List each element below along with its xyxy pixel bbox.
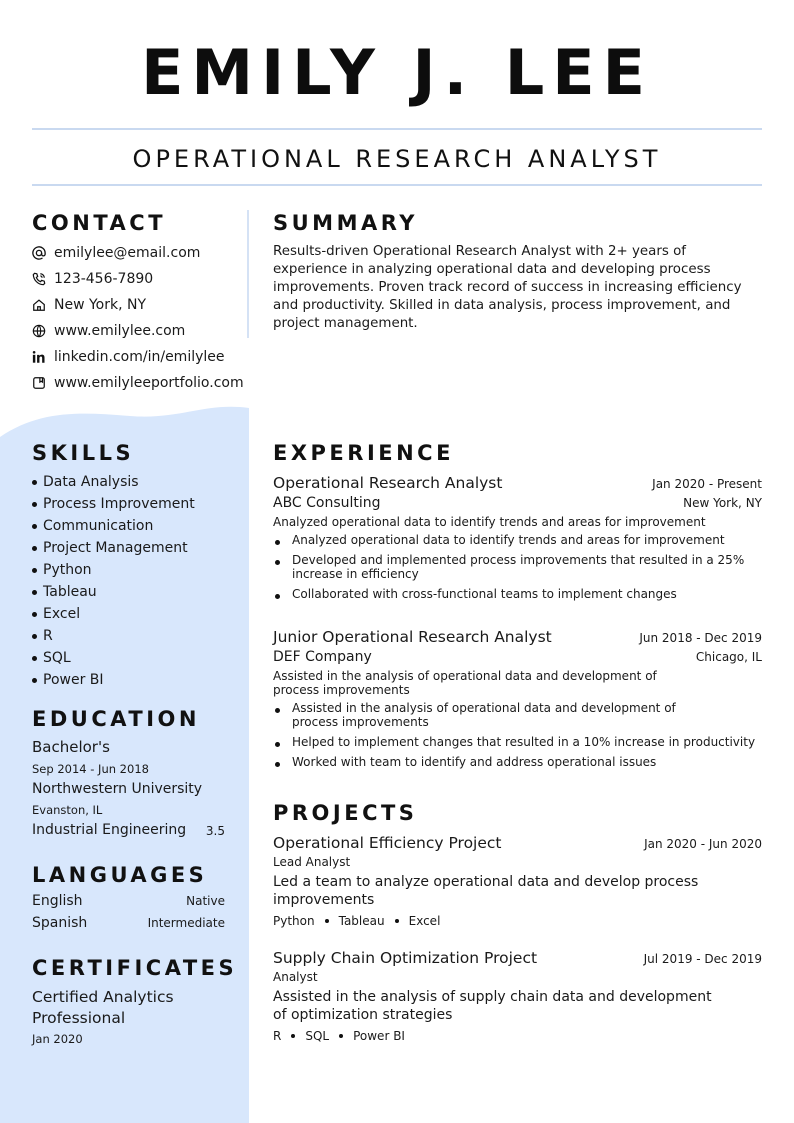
- project-title: Supply Chain Optimization Project: [273, 949, 538, 967]
- project-title: Operational Efficiency Project: [273, 834, 502, 852]
- phone-icon: [32, 272, 46, 286]
- list-item: Power BI: [32, 669, 195, 691]
- project-tag: Excel: [408, 914, 441, 928]
- list-item: R: [32, 625, 195, 647]
- job-entry-dates: Jan 2020 - Present: [652, 477, 762, 491]
- contact-email-text: emilylee@email.com: [54, 245, 201, 261]
- contact-website[interactable]: [32, 318, 244, 344]
- job-entry: [273, 628, 762, 775]
- project-description: Assisted in the analysis of supply chain data and development of optimization strategies: [273, 989, 712, 1023]
- contact-list: [32, 240, 244, 396]
- job-entry-description: Analyzed operational data to identify trends and areas for improvement: [273, 515, 706, 529]
- project-tags: [273, 914, 762, 928]
- list-item: Tableau: [32, 581, 195, 603]
- project-tags: [273, 1029, 762, 1043]
- list-item: SQL: [32, 647, 195, 669]
- project-tag: Python: [273, 914, 315, 928]
- job-title: OPERATIONAL RESEARCH ANALYST: [132, 145, 662, 173]
- portfolio-icon: [32, 376, 46, 390]
- education-heading: EDUCATION: [32, 707, 200, 731]
- project-description: Led a team to analyze operational data and develop process improvements: [273, 874, 699, 908]
- job-entry-dates: Jun 2018 - Dec 2019: [639, 631, 762, 645]
- projects-heading: PROJECTS: [273, 801, 418, 825]
- list-item: Worked with team to identify and address operational issues: [273, 755, 762, 769]
- contact-phone[interactable]: [32, 266, 244, 292]
- header-divider-top: [32, 128, 762, 130]
- education-location: Evanston, IL: [32, 803, 103, 817]
- linkedin-icon: [32, 350, 46, 364]
- job-entry-description: Assisted in the analysis of operational data and development of process improvements: [273, 669, 657, 697]
- language-row: [32, 893, 225, 909]
- job-entry-company: DEF Company: [273, 649, 372, 665]
- project-dates: Jan 2020 - Jun 2020: [644, 837, 762, 851]
- list-item: Collaborated with cross-functional teams to implement changes: [273, 587, 762, 601]
- header-divider-bottom: [32, 184, 762, 186]
- project-tag: Power BI: [353, 1029, 405, 1043]
- contact-phone-text: 123-456-7890: [54, 271, 154, 287]
- experience-heading: EXPERIENCE: [273, 441, 454, 465]
- list-item: Analyzed operational data to identify trends and areas for improvement: [273, 533, 762, 547]
- project-tag: SQL: [305, 1029, 330, 1043]
- list-item: Data Analysis: [32, 471, 195, 493]
- project-role: Analyst: [273, 970, 318, 984]
- project-role: Lead Analyst: [273, 855, 351, 869]
- list-item: Communication: [32, 515, 195, 537]
- job-entry-title: Operational Research Analyst: [273, 474, 503, 492]
- education-degree: Bachelor's: [32, 738, 110, 756]
- certificates-heading: CERTIFICATES: [32, 956, 238, 980]
- list-item: Project Management: [32, 537, 195, 559]
- summary-heading: SUMMARY: [273, 211, 418, 235]
- language-level: Intermediate: [147, 916, 225, 930]
- project-entry: [273, 834, 762, 928]
- at-sign-icon: [32, 246, 46, 260]
- contact-heading: CONTACT: [32, 211, 167, 235]
- column-divider: [247, 210, 249, 338]
- candidate-name: EMILY J. LEE: [141, 36, 653, 109]
- language-row: [32, 915, 225, 931]
- project-dates: Jul 2019 - Dec 2019: [643, 952, 762, 966]
- list-item: Developed and implemented process improvements that resulted in a 25% increase in efficiency: [273, 553, 762, 581]
- education-school: Northwestern University: [32, 781, 203, 797]
- skills-list: [32, 471, 195, 691]
- language-name: English: [32, 893, 83, 909]
- contact-email[interactable]: [32, 240, 244, 266]
- education-gpa: 3.5: [205, 824, 225, 838]
- contact-website-text: www.emilylee.com: [54, 323, 186, 339]
- job-bullets: [273, 701, 762, 769]
- summary-text: Results-driven Operational Research Analyst with 2+ years of experience in analyzing operational data and developing process improvements. Proven track record of success in increasing efficiency and productivity. Skilled in data analysis, process improvement, and project management.: [273, 244, 742, 331]
- contact-linkedin-text: linkedin.com/in/emilylee: [54, 349, 225, 365]
- contact-portfolio-text: www.emilyleeportfolio.com: [54, 375, 244, 391]
- globe-icon: [32, 324, 46, 338]
- list-item: Excel: [32, 603, 195, 625]
- job-entry-title: Junior Operational Research Analyst: [273, 628, 552, 646]
- contact-linkedin[interactable]: [32, 344, 244, 370]
- contact-location: [32, 292, 244, 318]
- list-item: Python: [32, 559, 195, 581]
- education-field: Industrial Engineering: [32, 822, 187, 838]
- job-entry: [273, 474, 762, 607]
- languages-heading: LANGUAGES: [32, 863, 208, 887]
- list-item: Assisted in the analysis of operational data and development of process improvements: [273, 701, 762, 729]
- certificate-name: Certified Analytics Professional: [32, 988, 174, 1027]
- job-entry-location: Chicago, IL: [695, 650, 762, 664]
- contact-portfolio[interactable]: [32, 370, 244, 396]
- job-bullets: [273, 533, 762, 601]
- home-icon: [32, 298, 46, 312]
- list-item: Helped to implement changes that resulted in a 10% increase in productivity: [273, 735, 762, 749]
- skills-heading: SKILLS: [32, 441, 135, 465]
- job-entry-location: New York, NY: [683, 496, 762, 510]
- project-tag: R: [273, 1029, 282, 1043]
- language-level: Native: [186, 894, 225, 908]
- list-item: Process Improvement: [32, 493, 195, 515]
- language-name: Spanish: [32, 915, 88, 931]
- education-dates: Sep 2014 - Jun 2018: [32, 762, 149, 776]
- certificate-date: Jan 2020: [32, 1032, 83, 1046]
- project-entry: [273, 949, 762, 1043]
- contact-location-text: New York, NY: [54, 297, 147, 313]
- project-tag: Tableau: [338, 914, 385, 928]
- job-entry-company: ABC Consulting: [273, 495, 381, 511]
